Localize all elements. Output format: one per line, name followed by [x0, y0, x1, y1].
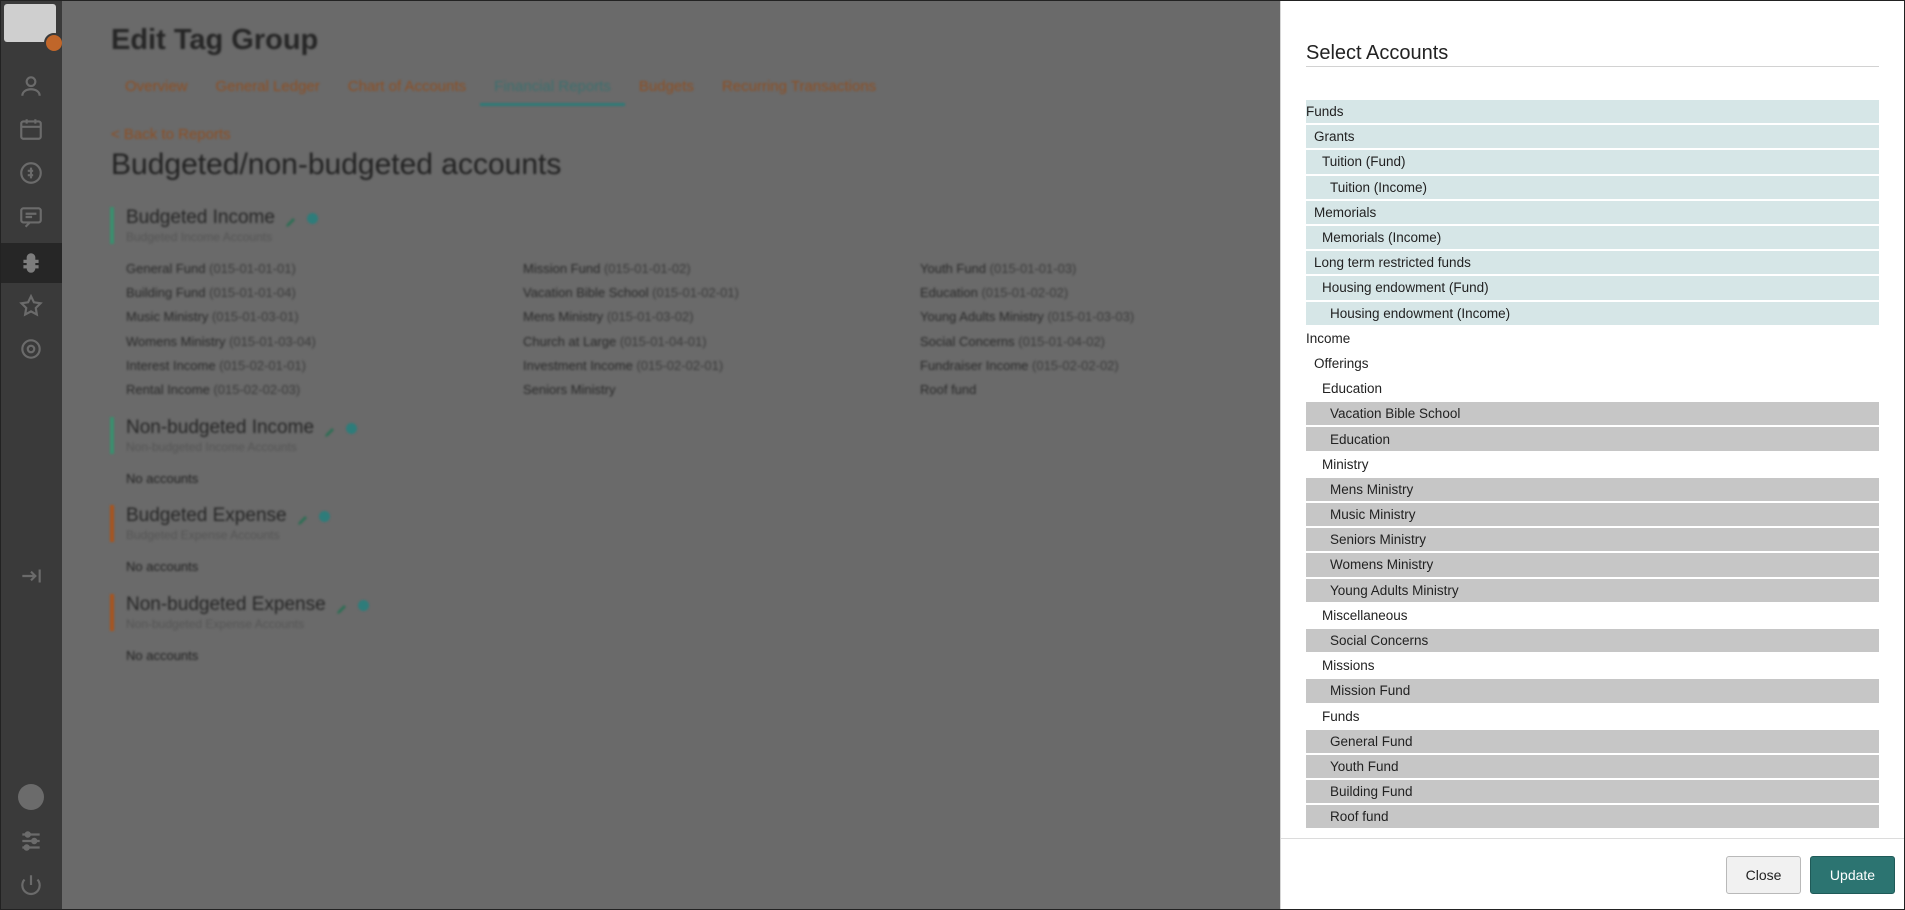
- tree-row: [1306, 679, 1879, 702]
- account-item: [523, 382, 615, 397]
- tree-row-label: Ministry: [1322, 456, 1369, 472]
- account-code: (015-01-03-02): [606, 309, 694, 325]
- account-item: [523, 358, 723, 373]
- section-subtitle: Budgeted Income Accounts: [126, 230, 273, 244]
- tree-row-label: Funds: [1322, 708, 1360, 724]
- tree-row-label: Mission Fund: [1330, 683, 1411, 699]
- edit-pencil-icon[interactable]: [285, 212, 297, 224]
- calendar-icon[interactable]: [18, 116, 44, 142]
- tree-row-label: Young Adults Ministry: [1330, 582, 1459, 598]
- account-name: Music Ministry: [126, 309, 209, 325]
- page-title: Edit Tag Group: [111, 24, 319, 56]
- messages-icon[interactable]: [18, 204, 44, 230]
- tree-row[interactable]: [1306, 100, 1879, 123]
- tab-financial-reports[interactable]: Financial Reports: [480, 78, 625, 106]
- tree-row[interactable]: [1306, 377, 1879, 400]
- account-item: [126, 358, 306, 373]
- tree-row-label: Mens Ministry: [1330, 481, 1414, 497]
- back-to-reports-link[interactable]: < Back to Reports: [111, 126, 231, 143]
- account-code: (015-01-04-01): [619, 333, 707, 349]
- tree-row[interactable]: [1306, 327, 1879, 350]
- account-item: [126, 309, 299, 324]
- tree-row[interactable]: [1306, 352, 1879, 375]
- tree-row-label: Education: [1330, 431, 1391, 447]
- select-accounts-panel: [1280, 0, 1905, 910]
- account-code: (015-01-02-02): [981, 285, 1069, 301]
- avatar[interactable]: [18, 784, 44, 810]
- account-name: Mens Ministry: [523, 309, 604, 325]
- account-name: Fundraiser Income: [920, 357, 1029, 373]
- tree-row[interactable]: [1306, 176, 1879, 199]
- collapse-icon[interactable]: [18, 563, 44, 589]
- tree-row[interactable]: [1306, 604, 1879, 627]
- power-icon[interactable]: [18, 872, 44, 898]
- edit-pencil-icon[interactable]: [324, 422, 336, 434]
- section-subtitle: Budgeted Expense Accounts: [126, 528, 280, 542]
- notification-badge[interactable]: [44, 33, 64, 53]
- account-name: Vacation Bible School: [523, 285, 649, 301]
- account-name: Rental Income: [126, 382, 210, 397]
- account-item: [920, 285, 1068, 300]
- account-item: [126, 261, 296, 276]
- tab-chart-of-accounts[interactable]: Chart of Accounts: [347, 78, 467, 95]
- account-item: [523, 309, 694, 324]
- account-name: Building Fund: [126, 285, 206, 301]
- tab-budgets[interactable]: Budgets: [638, 78, 694, 95]
- tree-row: [1306, 755, 1879, 778]
- account-code: (015-02-02-03): [213, 382, 301, 397]
- account-name: Education: [920, 285, 978, 301]
- section-title: Budgeted Expense: [126, 505, 287, 526]
- tree-row-label: Tuition (Fund): [1322, 154, 1406, 170]
- star-icon[interactable]: [18, 293, 44, 319]
- tree-row[interactable]: [1306, 125, 1879, 148]
- tree-row: [1306, 780, 1879, 803]
- section-budgeted-expense: [110, 505, 330, 542]
- section-non-budgeted-expense: [110, 594, 369, 631]
- account-name: Social Concerns: [920, 333, 1015, 349]
- tree-row-label: General Fund: [1330, 733, 1413, 749]
- edit-pencil-icon[interactable]: [336, 599, 348, 611]
- account-name: Church at Large: [523, 333, 617, 349]
- tree-row: [1306, 427, 1879, 450]
- title-divider: [1306, 66, 1879, 67]
- account-code: (015-02-01-01): [219, 357, 306, 373]
- account-name: Womens Ministry: [126, 333, 226, 349]
- nav-rail: [0, 0, 62, 910]
- tree-row: [1306, 402, 1879, 425]
- account-item: [523, 334, 707, 349]
- accounting-icon[interactable]: [18, 250, 44, 276]
- tree-row-label: Income: [1306, 330, 1351, 346]
- account-name: Seniors Ministry: [523, 382, 616, 397]
- tree-row[interactable]: [1306, 276, 1879, 299]
- tree-row-label: Womens Ministry: [1330, 557, 1434, 573]
- tree-row-label: Miscellaneous: [1322, 607, 1408, 623]
- tree-row[interactable]: [1306, 654, 1879, 677]
- tab-recurring-transactions[interactable]: Recurring Transactions: [721, 78, 877, 95]
- tree-row-label: Long term restricted funds: [1314, 255, 1471, 271]
- add-icon[interactable]: [319, 511, 330, 522]
- account-item: [523, 261, 691, 276]
- empty-accounts-text: No accounts: [126, 559, 199, 574]
- account-tree: [1306, 100, 1879, 830]
- tree-row-label: Building Fund: [1330, 784, 1413, 800]
- account-code: (015-01-03-01): [211, 309, 299, 325]
- tree-row[interactable]: [1306, 302, 1879, 325]
- close-button[interactable]: Close: [1726, 856, 1801, 894]
- account-code: (015-01-04-02): [1018, 333, 1105, 349]
- tree-row: [1306, 579, 1879, 602]
- sliders-icon[interactable]: [18, 828, 44, 854]
- account-code: (015-01-01-04): [209, 285, 296, 301]
- section-title: Budgeted Income: [126, 207, 275, 228]
- account-name: Young Adults Ministry: [920, 309, 1044, 325]
- account-code: (015-01-01-01): [209, 261, 296, 276]
- tree-row-label: Roof fund: [1330, 809, 1389, 825]
- tree-row[interactable]: [1306, 453, 1879, 476]
- tree-row-label: Housing endowment (Income): [1330, 305, 1511, 321]
- tree-row[interactable]: [1306, 705, 1879, 728]
- edit-pencil-icon[interactable]: [297, 510, 309, 522]
- finance-icon[interactable]: [18, 160, 44, 186]
- tree-row-label: Tuition (Income): [1330, 179, 1428, 195]
- account-name: Investment Income: [523, 357, 633, 373]
- tree-row-label: Offerings: [1314, 355, 1369, 371]
- tree-row-label: Vacation Bible School: [1330, 406, 1461, 422]
- tree-row[interactable]: [1306, 150, 1879, 173]
- section-subtitle: Non-budgeted Income Accounts: [126, 440, 297, 454]
- main-content-overlay: [62, 0, 1280, 910]
- account-code: (015-01-01-03): [989, 261, 1077, 276]
- account-item: [920, 358, 1119, 373]
- tree-row: [1306, 629, 1879, 652]
- panel-title: Select Accounts: [1306, 42, 1449, 64]
- tree-row: [1306, 503, 1879, 526]
- tree-row-label: Social Concerns: [1330, 633, 1429, 649]
- account-name: General Fund: [126, 261, 206, 276]
- tree-row: [1306, 553, 1879, 576]
- tree-row: [1306, 478, 1879, 501]
- section-subtitle: Non-budgeted Expense Accounts: [126, 617, 305, 631]
- footer-divider: [1281, 838, 1905, 839]
- account-item: [126, 382, 300, 397]
- account-code: (015-01-03-03): [1047, 309, 1135, 325]
- tree-row-label: Missions: [1322, 658, 1375, 674]
- account-item: [920, 334, 1105, 349]
- report-title: Budgeted/non-budgeted accounts: [111, 148, 562, 181]
- account-code: (015-02-02-02): [1032, 357, 1119, 373]
- tree-row[interactable]: [1306, 251, 1879, 274]
- tree-row-label: Grants: [1314, 129, 1355, 145]
- tree-row-label: Music Ministry: [1330, 507, 1416, 523]
- tree-row-label: Memorials: [1314, 204, 1377, 220]
- account-item: [920, 309, 1134, 324]
- section-title: Non-budgeted Income: [126, 417, 315, 438]
- account-item: [126, 285, 296, 300]
- add-icon[interactable]: [307, 213, 318, 224]
- tab-bar: [111, 78, 890, 106]
- update-button[interactable]: Update: [1810, 856, 1895, 894]
- tree-row-label: Memorials (Income): [1322, 230, 1442, 246]
- tree-row-label: Education: [1322, 381, 1383, 397]
- account-name: Roof fund: [920, 382, 977, 397]
- settings-icon[interactable]: [18, 336, 44, 362]
- account-item: [126, 334, 316, 349]
- add-icon[interactable]: [358, 600, 369, 611]
- section-non-budgeted-income: [110, 417, 357, 454]
- account-item: [920, 382, 976, 397]
- account-code: (015-01-02-01): [652, 285, 739, 301]
- section-title: Non-budgeted Expense: [126, 594, 326, 615]
- account-name: Youth Fund: [920, 261, 987, 276]
- account-name: Interest Income: [126, 357, 216, 373]
- tree-row-label: Youth Fund: [1330, 758, 1399, 774]
- tree-row: [1306, 730, 1879, 753]
- account-item: [523, 285, 739, 300]
- tree-row-label: Housing endowment (Fund): [1322, 280, 1489, 296]
- tree-row: [1306, 805, 1879, 828]
- section-budgeted-income: [110, 207, 318, 244]
- tree-row-label: Seniors Ministry: [1330, 532, 1427, 548]
- contacts-icon[interactable]: [18, 73, 44, 99]
- account-code: (015-01-03-04): [229, 333, 316, 349]
- tree-row[interactable]: [1306, 226, 1879, 249]
- empty-accounts-text: No accounts: [126, 648, 199, 663]
- account-code: (015-01-01-02): [603, 261, 691, 276]
- account-name: Mission Fund: [523, 261, 601, 276]
- tab-overview[interactable]: Overview: [125, 78, 188, 95]
- empty-accounts-text: No accounts: [126, 471, 199, 486]
- tree-row: [1306, 528, 1879, 551]
- add-icon[interactable]: [346, 423, 357, 434]
- account-item: [920, 261, 1076, 276]
- tree-row[interactable]: [1306, 201, 1879, 224]
- account-code: (015-02-02-01): [636, 357, 724, 373]
- tree-row-label: Funds: [1306, 104, 1344, 120]
- tab-general-ledger[interactable]: General Ledger: [215, 78, 320, 95]
